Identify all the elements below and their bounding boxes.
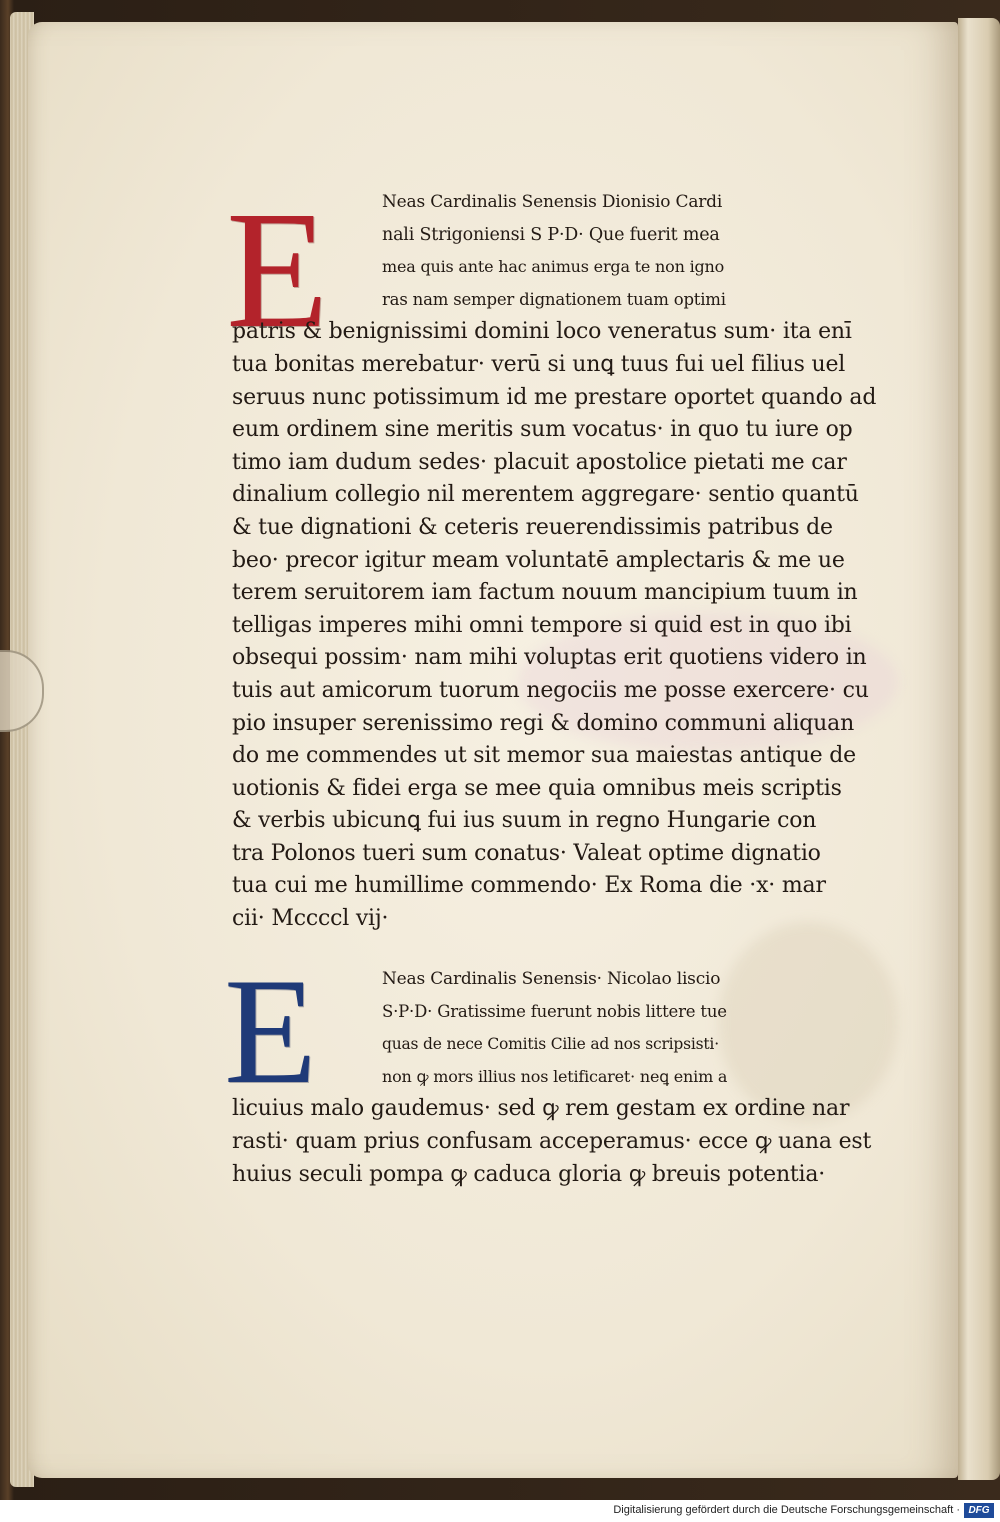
text-line: eum ordinem sine meritis sum vocatus· in quo tu iure op (232, 417, 853, 443)
letter-2-text (232, 963, 878, 1191)
text-line: S·P·D· Gratissime fuerunt nobis littere tue (382, 1001, 727, 1021)
text-line: non ꝙ mors illius nos letificaret· neꝗ enim a (382, 1066, 728, 1086)
text-line: tuis aut amicorum tuorum negociis me posse exercere· cu (232, 677, 869, 703)
text-line: licuius malo gaudemus· sed ꝙ rem gestam ex ordine nar (232, 1096, 850, 1122)
text-line: do me commendes ut sit memor sua maiestas antique de (232, 743, 856, 769)
text-line: mea quis ante hac animus erga te non igno (382, 257, 725, 277)
text-line: quas de nece Comitis Cilie ad nos scripsisti· (382, 1035, 719, 1054)
text-line: telligas imperes mihi omni tempore si quid est in quo ibi (232, 612, 852, 638)
text-line: nali Strigoniensi S P·D· Que fuerit mea (382, 224, 720, 245)
text-line: beo· precor igitur meam voluntatē amplectaris & me ue (232, 547, 845, 573)
blue-initial-letter: E (224, 947, 317, 1115)
dfg-logo: DFG (964, 1503, 994, 1518)
text-line: Neas Cardinalis Senensis Dionisio Cardi (382, 192, 723, 212)
text-line: huius seculi pompa ꝙ caduca gloria ꝙ breuis potentia· (232, 1161, 826, 1187)
text-line: obsequi possim· nam mihi voluptas erit quotiens videro in (232, 645, 867, 671)
dfg-credit-text: Digitalisierung gefördert durch die Deutsche Forschungsgemeinschaft · (613, 1504, 960, 1516)
digitization-footer (0, 1500, 1000, 1522)
text-line: seruus nunc potissimum id me prestare oportet quando ad (232, 384, 877, 410)
red-initial-letter: E (226, 177, 329, 363)
text-line: cii· Mccccl vij· (232, 906, 389, 932)
text-line: uotionis & fidei erga se mee quia omnibus meis scriptis (232, 775, 842, 801)
text-line: tua cui me humillime commendo· Ex Roma die ·x· mar (232, 873, 826, 899)
text-line: timo iam dudum sedes· placuit apostolice pietati me car (232, 449, 847, 475)
text-line: dinalium collegio nil merentem aggregare· sentio quantū (232, 482, 859, 508)
text-line: ras nam semper dignationem tuam optimi (382, 289, 726, 309)
text-line: tua bonitas merebatur· verū si unꝗ tuus fui uel filius uel (232, 351, 846, 377)
text-line: rasti· quam prius confusam acceperamus· ecce ꝙ uana est (232, 1128, 872, 1154)
text-line: & verbis ubicunꝗ fui ius suum in regno Hungarie con (232, 808, 817, 834)
text-line: pio insuper serenissimo regi & domino communi aliquan (232, 710, 855, 736)
text-line: & tue dignationi & ceteris reuerendissimis patribus de (232, 514, 833, 540)
letter-1-text (232, 186, 878, 936)
next-page-edge (958, 18, 1000, 1480)
text-line: terem seruitorem iam factum nouum mancipium tuum in (232, 580, 858, 606)
text-line: patris & benignissimi domini loco veneratus sum· ita enī (232, 319, 852, 345)
text-line: Neas Cardinalis Senensis· Nicolao liscio (382, 969, 721, 989)
text-line: tra Polonos tueri sum conatus· Valeat optime dignatio (232, 840, 821, 866)
